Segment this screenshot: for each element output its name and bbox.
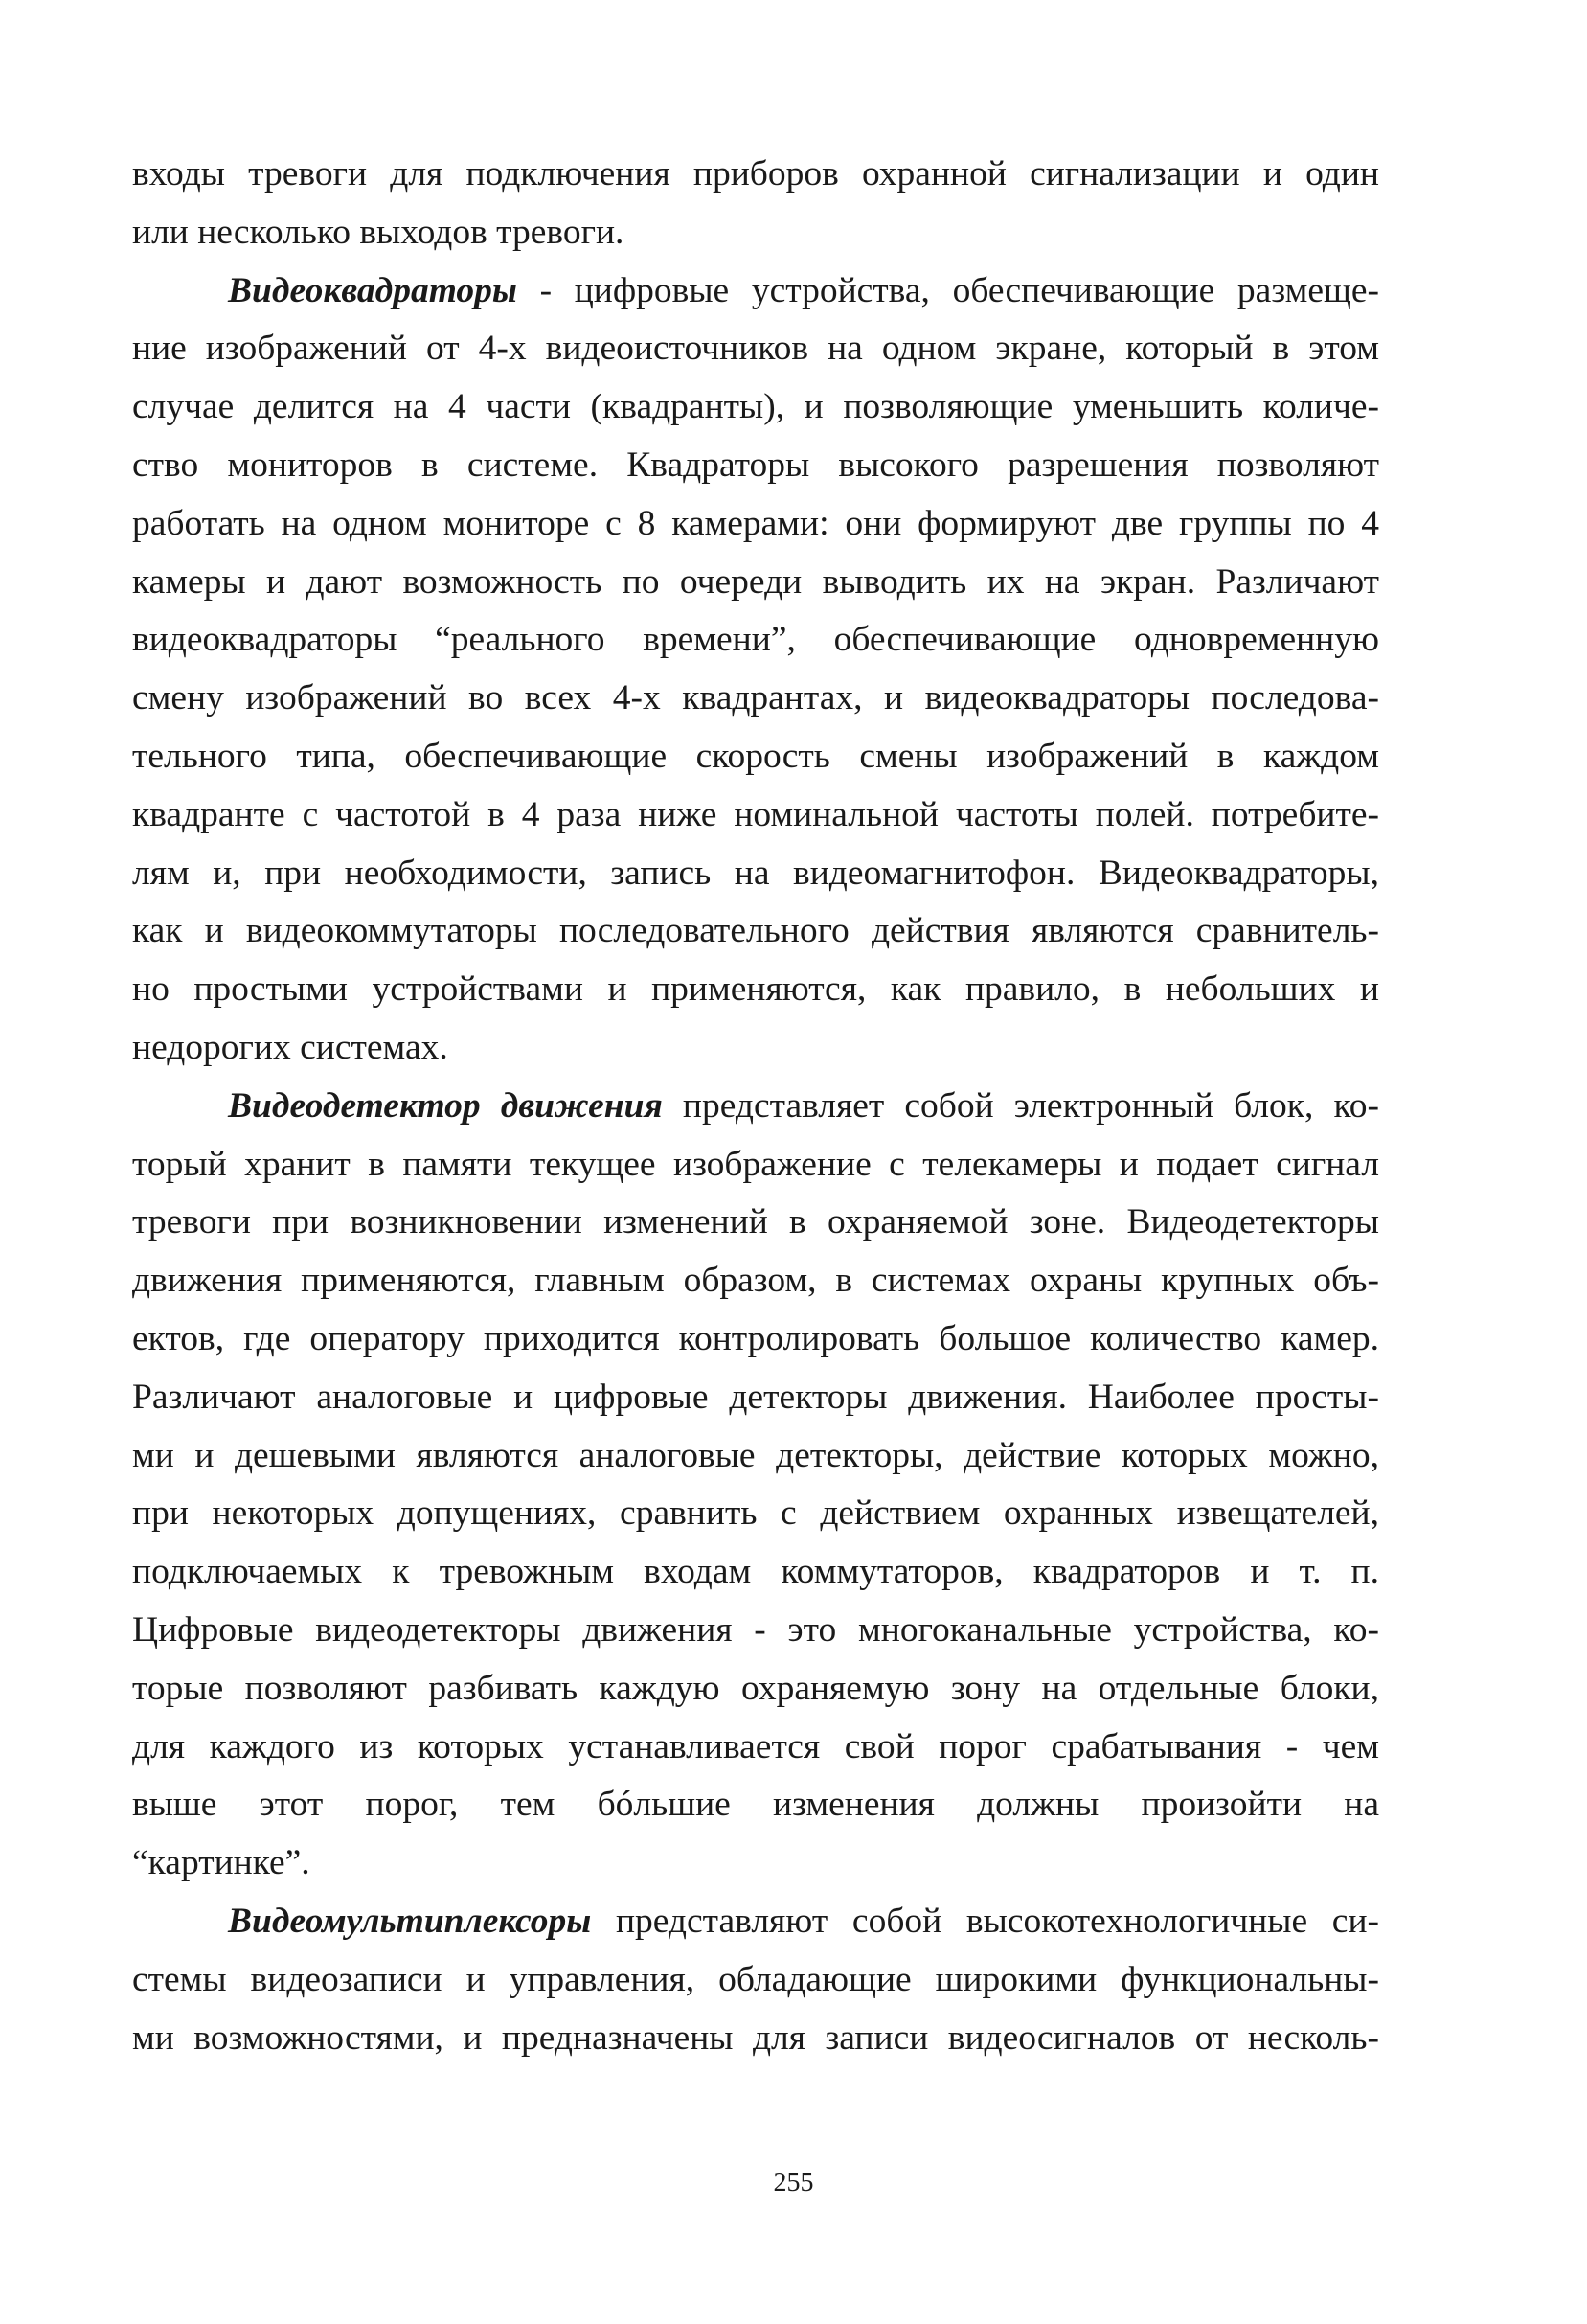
line-text: ние изображений от 4-х видеоисточников на одном экране, который в этом (132, 329, 1379, 369)
text-line (132, 611, 1379, 670)
line-text: Цифровые видеодетекторы движения - это многоканальные устройства, ко- (132, 1609, 1379, 1650)
line-text: выше этот порог, тем бóльшие изменения должны произойти на (132, 1785, 1379, 1825)
line-text: при некоторых допущениях, сравнить с действием охранных извещателей, (132, 1493, 1379, 1534)
text-line (132, 670, 1379, 728)
line-text: или несколько выходов тревоги. (132, 212, 624, 252)
line-text: - цифровые устройства, обеспечивающие размеще- (516, 270, 1379, 310)
text-line (132, 1019, 1379, 1078)
term-heading: Видеоквадраторы (228, 270, 517, 310)
line-text: представляет собой электронный блок, ко- (662, 1085, 1379, 1126)
text-line (132, 204, 1379, 262)
line-text: случае делится на 4 части (квадранты), и позволяющие уменьшить количе- (132, 387, 1379, 427)
line-text: тревоги при возникновении изменений в охраняемой зоне. Видеодетекторы (132, 1202, 1379, 1242)
term-heading: Видеодетектор движения (228, 1085, 663, 1126)
text-line (132, 554, 1379, 612)
line-text: ектов, где оператору приходится контролировать большое количество камер. (132, 1318, 1379, 1358)
line-text: но простыми устройствами и применяются, как правило, в небольших и (132, 969, 1379, 1010)
line-text: ми возможностями, и предназначены для записи видеосигналов от несколь- (132, 2017, 1379, 2058)
text-line (132, 1078, 1379, 1136)
line-text: работать на одном мониторе с 8 камерами: они формируют две группы по 4 (132, 503, 1379, 543)
line-text: представляют собой высокотехнологичные си- (591, 1901, 1379, 1941)
page-number: 255 (773, 2168, 814, 2198)
text-line (132, 728, 1379, 786)
line-text: движения применяются, главным образом, в системах охраны крупных объ- (132, 1261, 1379, 1301)
line-text: как и видеокоммутаторы последовательного действия являются сравнитель- (132, 911, 1379, 951)
text-line (132, 1893, 1379, 1951)
line-text: квадранте с частотой в 4 раза ниже номинальной частоты полей. потребите- (132, 794, 1379, 834)
line-text: смену изображений во всех 4-х квадрантах, и видеоквадраторы последова- (132, 678, 1379, 718)
text-line (132, 1951, 1379, 2010)
text-line (132, 262, 1379, 321)
text-line (132, 1310, 1379, 1369)
line-text: торые позволяют разбивать каждую охраняемую зону на отдельные блоки, (132, 1668, 1379, 1708)
text-line (132, 1194, 1379, 1252)
line-text: для каждого из которых устанавливается свой порог срабатывания - чем (132, 1726, 1379, 1766)
text-line (132, 437, 1379, 495)
body-text (132, 146, 1379, 2067)
line-text: торый хранит в памяти текущее изображение с телекамеры и подает сигнал (132, 1144, 1379, 1184)
line-text: подключаемых к тревожным входам коммутаторов, квадраторов и т. п. (132, 1552, 1379, 1592)
text-line (132, 902, 1379, 961)
line-text: “картинке”. (132, 1843, 310, 1883)
line-text: стемы видеозаписи и управления, обладающие широкими функциональны- (132, 1959, 1379, 1999)
text-line (132, 1136, 1379, 1195)
text-line (132, 1369, 1379, 1427)
term-heading: Видеомультиплексоры (228, 1901, 592, 1941)
text-line (132, 1834, 1379, 1893)
text-line (132, 1602, 1379, 1660)
text-line (132, 1660, 1379, 1719)
line-text: ство мониторов в системе. Квадраторы высокого разрешения позволяют (132, 444, 1379, 485)
text-line (132, 1427, 1379, 1486)
text-line (132, 845, 1379, 903)
line-text: камеры и дают возможность по очереди выводить их на экран. Различают (132, 561, 1379, 602)
text-line (132, 786, 1379, 845)
text-line (132, 1252, 1379, 1310)
text-line (132, 1776, 1379, 1834)
line-text: тельного типа, обеспечивающие скорость смены изображений в каждом (132, 736, 1379, 776)
line-text: недорогих системах. (132, 1027, 448, 1067)
line-text: лям и, при необходимости, запись на видеомагнитофон. Видеоквадраторы, (132, 853, 1379, 893)
text-line (132, 378, 1379, 437)
text-line (132, 1485, 1379, 1543)
text-line (132, 495, 1379, 554)
text-line (132, 1719, 1379, 1777)
text-line (132, 961, 1379, 1019)
line-text: видеоквадраторы “реального времени”, обеспечивающие одновременную (132, 620, 1379, 660)
text-line (132, 2010, 1379, 2068)
text-line (132, 320, 1379, 378)
text-line (132, 146, 1379, 204)
line-text: ми и дешевыми являются аналоговые детекторы, действие которых можно, (132, 1435, 1379, 1475)
line-text: Различают аналоговые и цифровые детекторы движения. Наиболее просты- (132, 1377, 1379, 1417)
text-line (132, 1543, 1379, 1602)
line-text: входы тревоги для подключения приборов охранной сигнализации и один (132, 154, 1379, 194)
